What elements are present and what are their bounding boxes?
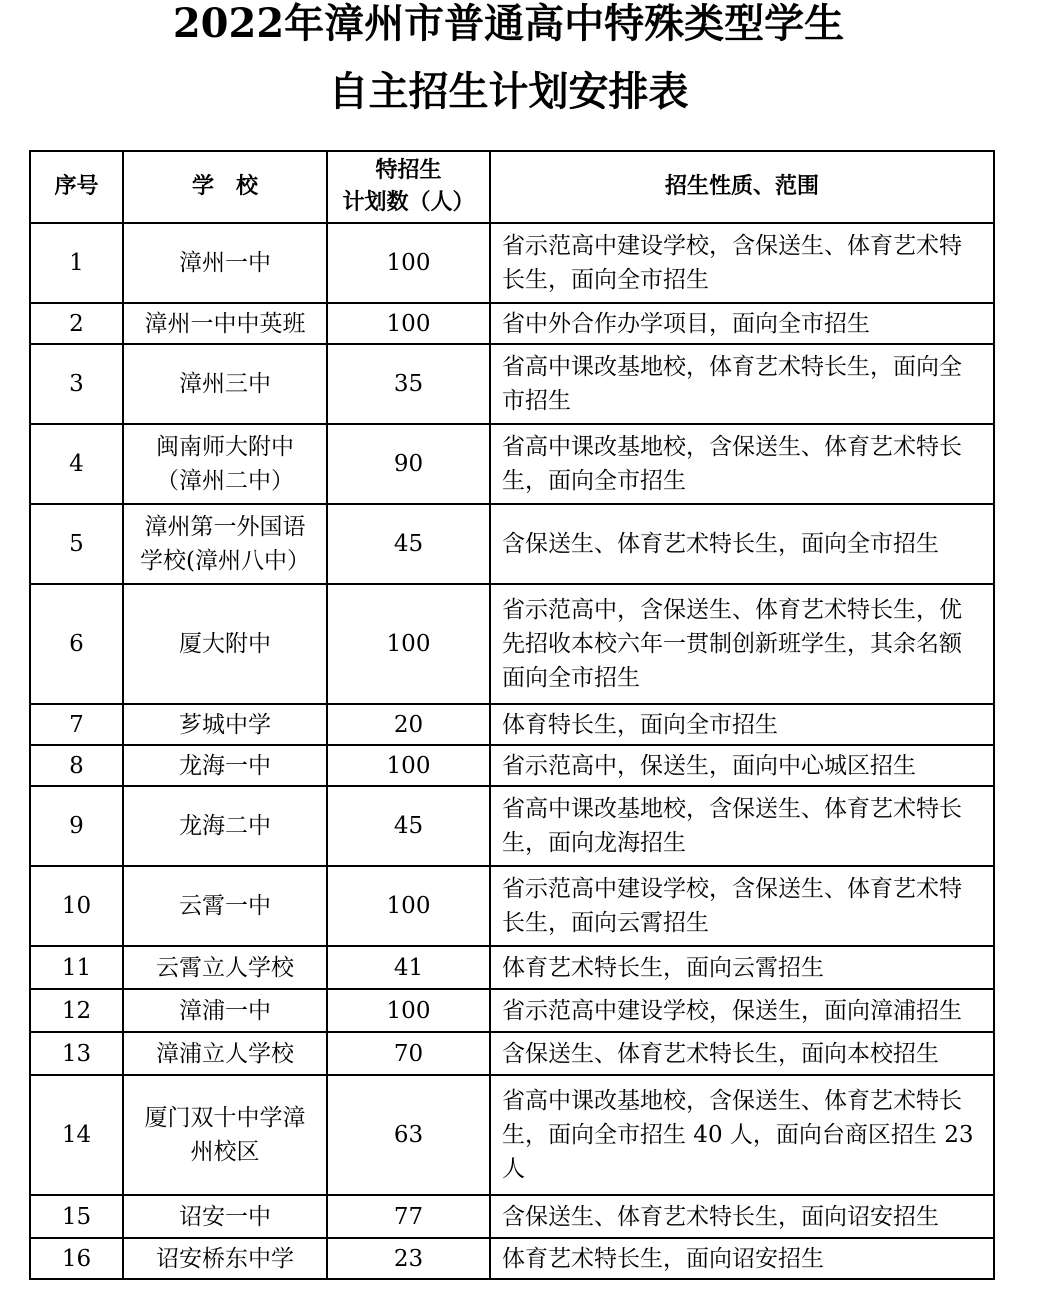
cell-scope: 含保送生、体育艺术特长生，面向全市招生 (490, 504, 994, 584)
cell-scope: 体育特长生，面向全市招生 (490, 704, 994, 745)
cell-scope: 省高中课改基地校，含保送生、体育艺术特长生，面向全市招生 (490, 424, 994, 504)
cell-plan: 63 (327, 1075, 490, 1195)
cell-school: 芗城中学 (123, 704, 327, 745)
cell-seq: 5 (30, 504, 123, 584)
cell-plan: 70 (327, 1032, 490, 1075)
cell-school: 诏安桥东中学 (123, 1238, 327, 1279)
table-row (30, 946, 994, 989)
cell-seq: 6 (30, 584, 123, 704)
table-row (30, 504, 994, 584)
table-row (30, 223, 994, 303)
cell-plan: 100 (327, 745, 490, 786)
cell-seq: 8 (30, 745, 123, 786)
table-row (30, 1238, 994, 1279)
cell-seq: 10 (30, 866, 123, 946)
cell-plan: 100 (327, 223, 490, 303)
cell-school: 云霄一中 (123, 866, 327, 946)
cell-scope: 省示范高中建设学校，含保送生、体育艺术特长生，面向全市招生 (490, 223, 994, 303)
header-seq: 序号 (30, 151, 123, 223)
cell-plan: 100 (327, 584, 490, 704)
cell-scope: 省高中课改基地校，含保送生、体育艺术特长生，面向全市招生 40 人，面向台商区招生 23 人 (490, 1075, 994, 1195)
cell-plan: 35 (327, 344, 490, 424)
cell-scope: 省示范高中，保送生，面向中心城区招生 (490, 745, 994, 786)
cell-school: 云霄立人学校 (123, 946, 327, 989)
cell-seq: 12 (30, 989, 123, 1032)
cell-seq: 1 (30, 223, 123, 303)
cell-seq: 9 (30, 786, 123, 866)
cell-seq: 2 (30, 303, 123, 344)
cell-seq: 3 (30, 344, 123, 424)
page-subtitle: 自主招生计划安排表 (328, 68, 689, 115)
table-row (30, 1195, 994, 1238)
cell-school: 厦门双十中学漳 州校区 (123, 1075, 327, 1195)
cell-school: 漳浦一中 (123, 989, 327, 1032)
cell-school: 漳州三中 (123, 344, 327, 424)
header-scope: 招生性质、范围 (490, 151, 994, 223)
cell-plan: 41 (327, 946, 490, 989)
cell-scope: 含保送生、体育艺术特长生，面向本校招生 (490, 1032, 994, 1075)
cell-seq: 11 (30, 946, 123, 989)
cell-school: 诏安一中 (123, 1195, 327, 1238)
cell-scope: 省高中课改基地校，含保送生、体育艺术特长生，面向龙海招生 (490, 786, 994, 866)
cell-plan: 100 (327, 303, 490, 344)
table-row (30, 989, 994, 1032)
cell-scope: 省示范高中，含保送生、体育艺术特长生，优先招收本校六年一贯制创新班学生，其余名额面向全市招生 (490, 584, 994, 704)
cell-seq: 16 (30, 1238, 123, 1279)
cell-seq: 13 (30, 1032, 123, 1075)
cell-school: 漳州一中中英班 (123, 303, 327, 344)
enrollment-plan-table (29, 150, 995, 1280)
cell-school: 龙海二中 (123, 786, 327, 866)
cell-plan: 100 (327, 989, 490, 1032)
header-plan: 特招生 计划数（人） (327, 151, 490, 223)
cell-scope: 省示范高中建设学校，保送生，面向漳浦招生 (490, 989, 994, 1032)
table-row (30, 1075, 994, 1195)
cell-school: 漳浦立人学校 (123, 1032, 327, 1075)
cell-school: 漳州一中 (123, 223, 327, 303)
cell-scope: 含保送生、体育艺术特长生，面向诏安招生 (490, 1195, 994, 1238)
table-row (30, 344, 994, 424)
cell-plan: 23 (327, 1238, 490, 1279)
cell-seq: 4 (30, 424, 123, 504)
cell-plan: 45 (327, 786, 490, 866)
table-row (30, 584, 994, 704)
cell-seq: 7 (30, 704, 123, 745)
table-row (30, 745, 994, 786)
cell-plan: 45 (327, 504, 490, 584)
table-row (30, 704, 994, 745)
cell-school: 漳州第一外国语 学校(漳州八中） (123, 504, 327, 584)
cell-school: 厦大附中 (123, 584, 327, 704)
cell-scope: 体育艺术特长生，面向诏安招生 (490, 1238, 994, 1279)
table-row (30, 786, 994, 866)
cell-scope: 体育艺术特长生，面向云霄招生 (490, 946, 994, 989)
cell-scope: 省高中课改基地校，体育艺术特长生，面向全市招生 (490, 344, 994, 424)
header-school: 学 校 (123, 151, 327, 223)
page-title: 2022年漳州市普通高中特殊类型学生 (172, 0, 845, 47)
cell-plan: 90 (327, 424, 490, 504)
table-row (30, 303, 994, 344)
table-row (30, 424, 994, 504)
table-row (30, 1032, 994, 1075)
cell-plan: 77 (327, 1195, 490, 1238)
cell-plan: 20 (327, 704, 490, 745)
cell-scope: 省中外合作办学项目，面向全市招生 (490, 303, 994, 344)
cell-seq: 15 (30, 1195, 123, 1238)
table-row (30, 866, 994, 946)
cell-school: 闽南师大附中 （漳州二中） (123, 424, 327, 504)
cell-plan: 100 (327, 866, 490, 946)
cell-seq: 14 (30, 1075, 123, 1195)
cell-scope: 省示范高中建设学校，含保送生、体育艺术特长生，面向云霄招生 (490, 866, 994, 946)
table-header-row (30, 151, 994, 223)
cell-school: 龙海一中 (123, 745, 327, 786)
